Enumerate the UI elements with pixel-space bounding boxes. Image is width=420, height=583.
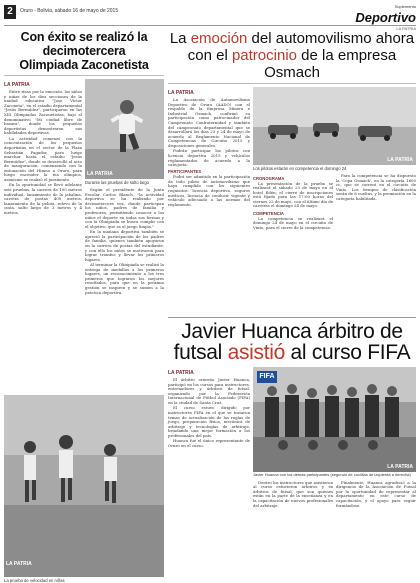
paragraph: Podrá ser admitido en la participación de todo piloto de automovilismo que haya cumplido con los siguientes requisitos: licencia deportiva, seguros médicos, licencia de conducir vigente y vehículo adecuado a las normas del reglamento. xyxy=(168,174,250,207)
brand-main: Deportivo xyxy=(355,10,416,25)
paragraph: El árbitro orureño Javier Huanca, participó en los cursos para instructores, entrenadores y árbitros de futsal, organizado por la Federación Internacional de Fútbol Asociado (FIFA) en la ciudad de Santa Cruz. xyxy=(168,377,250,405)
paragraph: Al terminar la Olimpiada se realizó la entrega de medallas a los primeros lugares, un reconocimiento a los tres primeros que lograron los mejores resultados, para que en la próxima gestión se inspiren y se sumen a la práctica deportiva. xyxy=(85,262,164,295)
osmach-column-1 xyxy=(168,87,250,303)
paragraph: Entre risas por la emoción, los niños y niñas de los diez secciones de la unidad educativa "Jose Victor Zaconeta", en el estadio departamental "Jesús Bermúdez", participaron en las XIII Olimpiadas Zaconetistas, bajo el denominativo "Mi ciudad libre de basura", donde los pequeños deportistas demostraron sus habilidades deportivas. xyxy=(4,89,82,136)
headline-fifa-line2: futsal asistió al curso FIFA xyxy=(173,341,411,364)
paragraph: Huanca fue el único representante de Oruro en el curso. xyxy=(168,438,250,448)
article-olimpiada xyxy=(4,30,164,583)
paragraph: La presentación de la prueba se realizará el sábado 23 de mayo en el hotel Edén; el cierre de inscripciones está fijado para las 17:00 horas del viernes 22 de mayo, con el último día de carreras el domingo 24 de mayo. xyxy=(253,180,333,209)
paragraph: En la mañana deportiva también se apreció la participación de los padres de familia, quienes también apoyaron en la carrera de postas del estudiante, y con ello los niños se motivaron para lograr triunfos y llevar los primeros lugares. xyxy=(85,229,164,262)
paragraph: Para la competencia se ha dispuesto la 'Copa Osmach', en la categoría 1600 cc, que se correrá en el circuito de Vinto. Los tiempos de clasificación serán de 8 vueltas, y la premiación en la categoría habilitada. xyxy=(336,173,416,201)
subhead: COMPETENCIA xyxy=(253,210,284,216)
paragraph: Podrán participar los pilotos con licencia deportiva 2015 y vehículos reglamentados de acuerdo a la categoría. xyxy=(168,148,250,168)
page-number: 2 xyxy=(4,5,16,19)
photo-label: LA PATRIA xyxy=(387,157,413,163)
column-b xyxy=(85,79,164,390)
article-body-cronograma xyxy=(253,174,333,292)
fifa-column-1 xyxy=(168,367,250,568)
headline-osmach-line2: con el patrocinio de la empresa Osmach xyxy=(187,47,397,81)
headline-olimpiada-line1: Con éxito se realizó la decimotercera xyxy=(20,30,148,58)
photo-salto-largo xyxy=(85,79,164,179)
section-tag: LA PATRIA xyxy=(4,82,30,88)
photo-label: LA PATRIA xyxy=(6,561,32,567)
paragraph: Finalmente, Huanca agradeció a la dirigencia de la Asociación de Futsal por la oportunidad de representar al departamento en este curso de capacitación, y el apoyo para seguir formándose. xyxy=(336,479,416,508)
brand-logo xyxy=(355,4,416,31)
column-a xyxy=(4,79,82,390)
article-fifa xyxy=(168,317,416,568)
runners-illustration xyxy=(4,395,164,577)
article-body-col2 xyxy=(253,481,333,551)
article-body xyxy=(4,90,82,390)
paragraph: El curso estuvo dirigido por instructores FIFA en el que se trataron temas de actualización de las reglas de juego, preparación física, mecánica de arbitraje y tecnologías de arbitraje, brindando una mejor formación a los profesionales del país. xyxy=(168,405,250,438)
article-body-col3 xyxy=(336,174,416,292)
headline-olimpiada-line2: Olimpiada Zaconetista xyxy=(19,58,149,72)
brand-sup: Suplemento xyxy=(394,4,416,9)
osmach-column-2 xyxy=(253,87,416,303)
photo-label: LA PATRIA xyxy=(387,464,413,470)
right-column xyxy=(168,30,416,542)
photo-label: LA PATRIA xyxy=(87,171,113,177)
photo-caption: Durante las pruebas de salto largo xyxy=(85,180,150,185)
headline-block xyxy=(168,30,416,84)
page-header xyxy=(4,4,416,31)
headline-block xyxy=(4,30,164,76)
headline-osmach-line1: La emoción del automovilismo ahora xyxy=(169,30,415,47)
cars-illustration xyxy=(253,87,416,165)
section-tag: LA PATRIA xyxy=(168,90,194,96)
group-photo-illustration xyxy=(253,367,416,472)
photo-caption: Javier Huanca con los demás participantes (segundo de cuclillas de izquierda a derecha) xyxy=(253,472,411,477)
date-line: Oruro - Bolivia, sábado 16 de mayo de 2015 xyxy=(20,8,119,14)
photo-caption: La prueba de velocidad en niñas xyxy=(4,578,65,583)
paragraph: La competencia se realizará el domingo 24 de mayo en el circuito de Vinto, para el cierre de la competencia. xyxy=(253,215,333,230)
paragraph: Según el presidente de la Junta Escolar Carlos Blanch, "la actividad deportiva se ha realizado por decimotercera vez, donde participan los niños, padres de familia y profesores, permitiendo conocer a los niños el deporte en todas sus formas y con la Olimpiada se busca cumplir con el objetivo, que es el juego limpio." xyxy=(85,187,164,229)
photo-velocidad xyxy=(4,395,164,577)
photo-caption: Los pilotos estarán en competencia el domingo 24 xyxy=(253,166,347,171)
subhead: PARTICIPANTES xyxy=(168,169,202,175)
fifa-column-2 xyxy=(253,367,416,568)
photo-pilotos xyxy=(253,87,416,165)
article-body xyxy=(168,378,250,568)
subhead: CRONOGRAMA xyxy=(253,175,285,181)
child-runner-illustration xyxy=(85,79,164,179)
brand-sub: LA PATRIA xyxy=(396,26,416,31)
section-tag: LA PATRIA xyxy=(168,370,194,376)
article-body-2 xyxy=(85,188,164,378)
paragraph: En la oportunidad se llevó adelante seis pruebas, la carrera de 100 metros individual, lanzamiento de la jabalina, carrera de postas 400 metros, lanzamiento de la pelota, relevo de la cinta, salto largo de 3 metros y 4 metros. xyxy=(4,182,82,216)
article-osmach xyxy=(168,30,416,303)
article-body xyxy=(168,98,250,303)
paragraph: La Asociación de Automovilismo Deportivo de Oruro (AADO) con el respaldo de la Empresa Minera e Industrial Osmach, confirmó su participación como patrocinador del Campeonato Confraternidad y también del campeonato departamental que se desarrollará los días 23 y 24 de mayo de acuerdo al Reglamento Nacional de Competencias de Circuito 2015 y disposiciones generales. xyxy=(168,97,250,148)
paragraph: La actividad comenzó con la concentración de los pequeños deportistas en el sector de la Plaza Sebastián Pagador, para luego marchar hasta el estadio "Jesús Bermúdez", donde se desarrolló el acto de inauguración, comenzando con la entonación del Himno a Oruro, para luego encender la tea olímpica, asimismo se realizó el juramento. xyxy=(4,135,82,183)
paragraph: Dentro los instructores que asistieron al curso estuvieron árbitros y ex árbitros de futsal, que son quienes están en la parte de la enseñanza y en la capacitación de nuevos profesionales del arbitraje. xyxy=(253,479,333,508)
article-body-col3 xyxy=(336,481,416,551)
photo-fifa-participants xyxy=(253,367,416,472)
headline-fifa-line1: Javier Huanca árbitro de xyxy=(181,320,403,343)
fifa-logo: FIFA xyxy=(257,371,277,383)
